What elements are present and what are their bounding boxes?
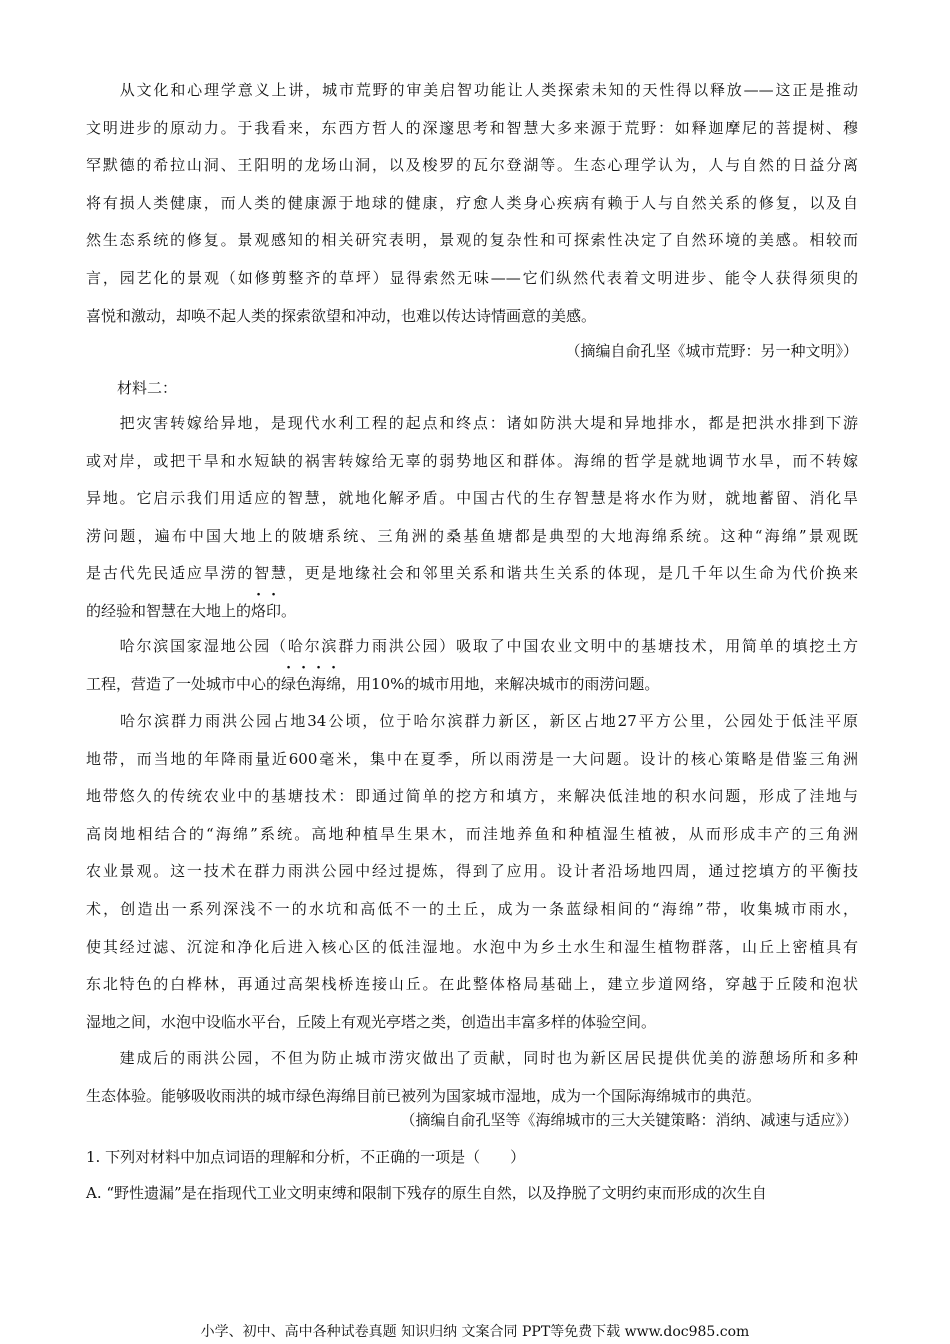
- text-line: 文明进步的原动力。于我看来，东西方哲人的深邃思考和智慧大多来源于荒野：如释迦摩尼的菩提树、穆: [86, 118, 858, 137]
- paragraph-1: [86, 72, 858, 335]
- text-line: 生态体验。能够吸收雨洪的城市绿色海绵目前已被列为国家城市湿地，成为一个国际海绵城市的典范。: [86, 1086, 762, 1105]
- paragraph-3: [86, 628, 858, 703]
- text-segment: ，用10%的城市用地，来解决城市的雨涝问题。: [341, 674, 660, 693]
- text-segment: 。: [281, 601, 297, 620]
- emphasis-char: 烙: [251, 601, 267, 620]
- text-line: [86, 593, 858, 631]
- question-1: 1. 下列对材料中加点词语的理解和分析，不正确的一项是（ ）: [86, 1148, 526, 1166]
- text-line: 高岗地相结合的“海绵”系统。高地种植旱生果木，而洼地养鱼和种植湿生植被，从而形成丰产的三角洲: [86, 824, 858, 843]
- emphasis-char: 海: [311, 674, 327, 693]
- text-line: 地带悠久的传统农业中的基塘技术：即通过简单的挖方和填方，来解决低洼地的积水问题，形成了洼地与: [86, 787, 858, 806]
- emphasis-char: 绿: [281, 674, 297, 693]
- text-line: 喜悦和激动，却唤不起人类的探索欲望和冲动，也难以传达诗情画意的美感。: [86, 306, 597, 325]
- text-line: 言，园艺化的景观（如修剪整齐的草坪）显得索然无味——它们纵然代表着文明进步、能令人获得须臾的: [86, 268, 858, 287]
- paragraph-4: [86, 703, 858, 1041]
- text-line: 是古代先民适应旱涝的智慧，更是地缘社会和邻里关系和谐共生关系的体现，是几千年以生命为代价换来: [86, 564, 858, 583]
- citation-2: （摘编自俞孔坚等《海绵城市的三大关键策略：消纳、减速与适应》）: [400, 1111, 858, 1129]
- text-line: [86, 666, 858, 704]
- material-2-label: 材料二：: [117, 379, 178, 397]
- text-line: 或对岸，或把干旱和水短缺的祸害转嫁给无辜的弱势地区和群体。海绵的哲学是就地调节水旱，而不转嫁: [86, 451, 858, 470]
- text-line: 农业景观。这一技术在群力雨洪公园中经过提炼，得到了应用。设计者沿场地四周，通过挖填方的平衡技: [86, 862, 858, 881]
- text-segment: 工程，营造了一处城市中心的: [86, 674, 282, 693]
- emphasis-char: 印: [266, 601, 282, 620]
- text-segment: 的经验和智慧在大地上的: [86, 601, 252, 620]
- emphasis-char: 绵: [326, 674, 342, 693]
- text-line: 使其经过滤、沉淀和净化后进入核心区的低洼湿地。水泡中为乡土水生和湿生植物群落，山丘上密植具有: [86, 937, 858, 956]
- text-line: 涝问题，遍布中国大地上的陂塘系统、三角洲的桑基鱼塘都是典型的大地海绵系统。这种“海绵”景观既: [86, 526, 858, 545]
- dotted-term-imprint: [251, 602, 281, 620]
- page-footer: 小学、初中、高中各种试卷真题 知识归纳 文案合同 PPT等免费下载 www.doc985.com: [200, 1324, 750, 1340]
- text-line: 哈尔滨群力雨洪公园占地34公顷，位于哈尔滨群力新区，新区占地27平方公里，公园处于低洼平原: [86, 712, 858, 730]
- text-line: 异地。它启示我们用适应的智慧，就地化解矛盾。中国古代的生存智慧是将水作为财，就地蓄留、消化旱: [86, 489, 858, 508]
- text-line: 东北特色的白桦林，再通过高架栈桥连接山丘。在此整体格局基础上，建立步道网络，穿越于丘陵和泡状: [86, 975, 858, 994]
- text-line: 哈尔滨国家湿地公园（哈尔滨群力雨洪公园）吸取了中国农业文明中的基塘技术，用简单的填挖土方: [86, 637, 858, 655]
- text-line: 罕默德的希拉山洞、王阳明的龙场山洞，以及梭罗的瓦尔登湖等。生态心理学认为，人与自然的日益分离: [86, 156, 858, 175]
- text-line: 然生态系统的修复。景观感知的相关研究表明，景观的复杂性和可探索性决定了自然环境的美感。相较而: [86, 231, 858, 250]
- emphasis-char: 色: [296, 674, 312, 693]
- text-line: 把灾害转嫁给异地，是现代水利工程的起点和终点：诸如防洪大堤和异地排水，都是把洪水排到下游: [86, 414, 858, 432]
- text-line: 从文化和心理学意义上讲，城市荒野的审美启智功能让人类探索未知的天性得以释放——这正是推动: [86, 81, 858, 99]
- text-line: 建成后的雨洪公园，不但为防止城市涝灾做出了贡献，同时也为新区居民提供优美的游憩场所和多种: [86, 1049, 858, 1067]
- paragraph-2: [86, 405, 858, 631]
- text-line: 湿地之间，水泡中设临水平台，丘陵上有观光亭塔之类，创造出丰富多样的体验空间。: [86, 1012, 657, 1031]
- citation-1: （摘编自俞孔坚《城市荒野：另一种文明》）: [565, 342, 858, 360]
- text-line: 地带，而当地的年降雨量近600毫米，集中在夏季，所以雨涝是一大问题。设计的核心策略是借鉴三角洲: [86, 749, 858, 768]
- option-a: A. “野性遗漏”是在指现代工业文明束缚和限制下残存的原生自然，以及挣脱了文明约束而形成的次生自: [86, 1184, 767, 1202]
- paragraph-5: [86, 1040, 858, 1115]
- text-line: 术，创造出一系列深浅不一的水坑和高低不一的土丘，成为一条蓝绿相间的“海绵”带，收集城市雨水，: [86, 899, 858, 918]
- dotted-term-green-sponge: [281, 675, 341, 693]
- text-line: 将有损人类健康，而人类的健康源于地球的健康，疗愈人类身心疾病有赖于人与自然关系的修复，以及自: [86, 193, 858, 212]
